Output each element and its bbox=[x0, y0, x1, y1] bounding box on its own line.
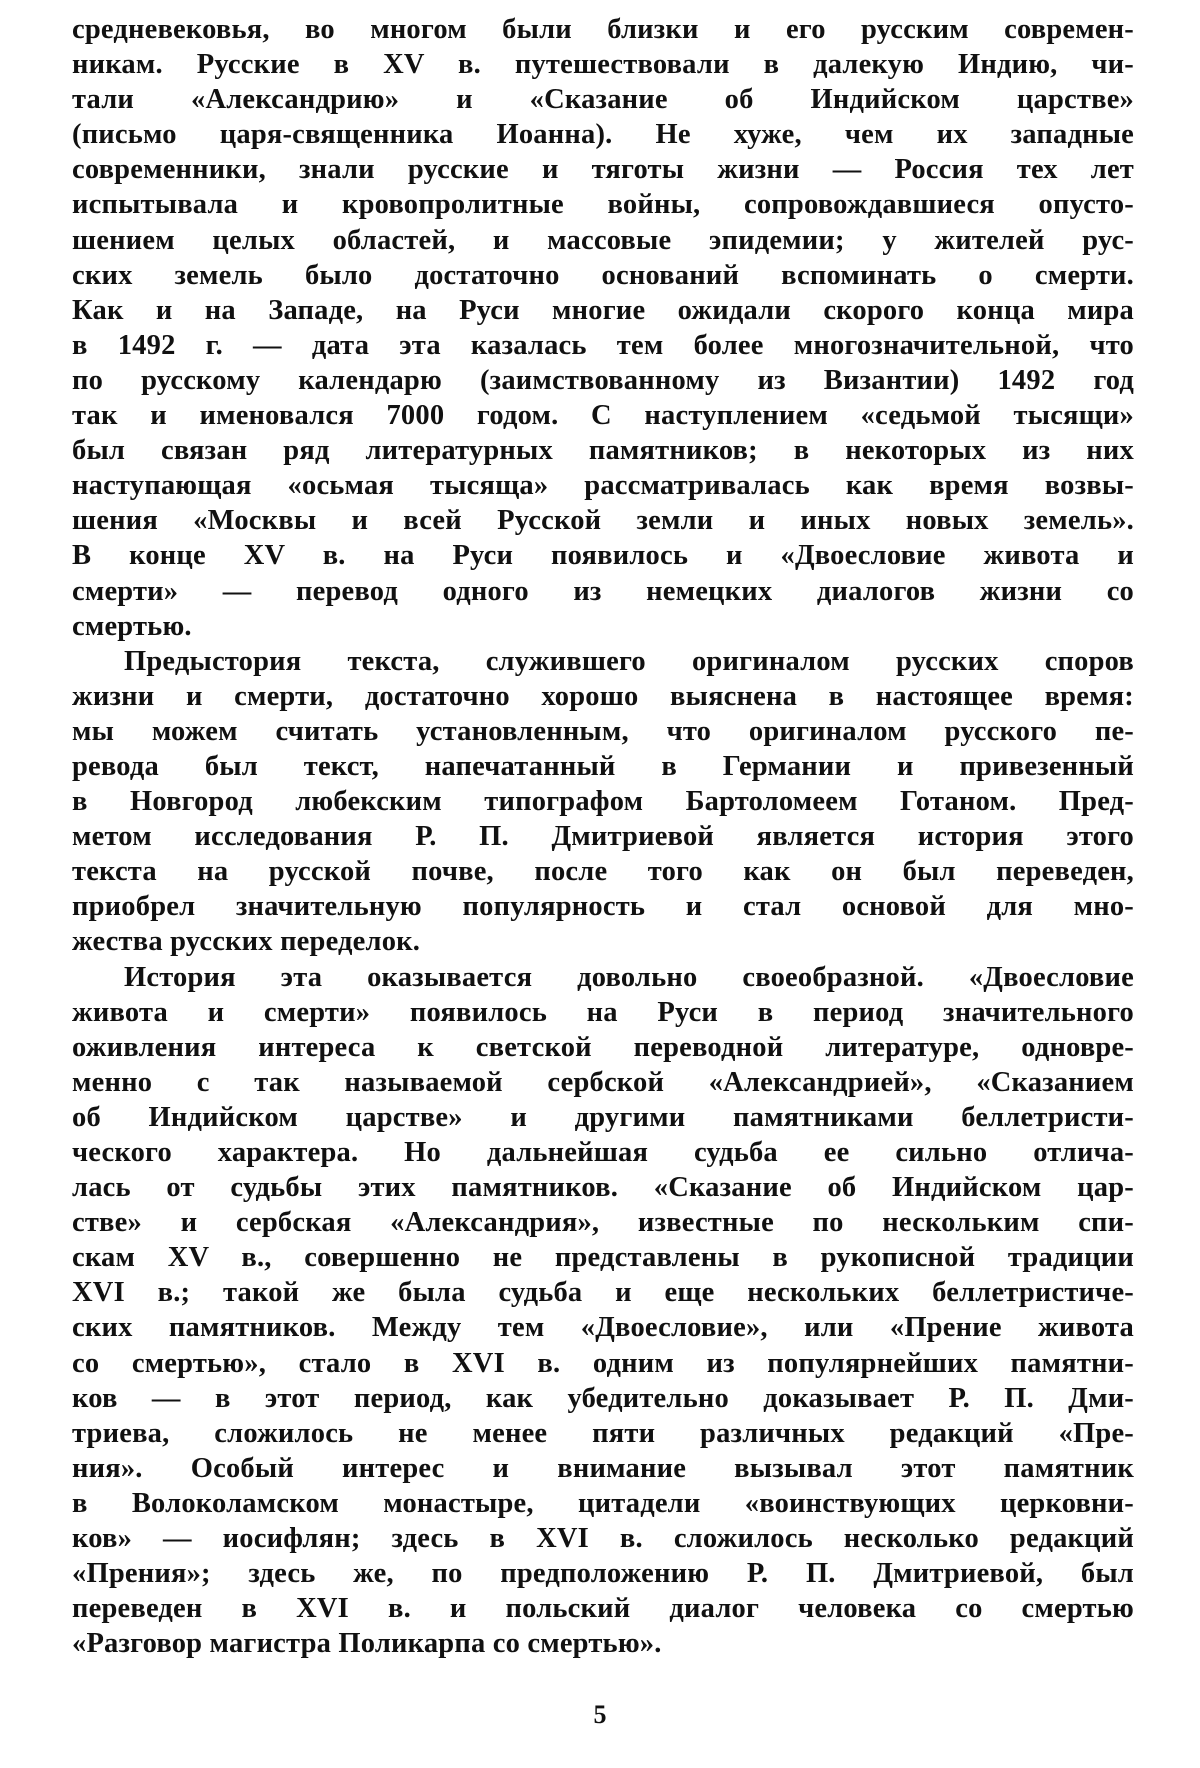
text-line: ревода был текст, напечатанный в Германии и привезенный bbox=[72, 750, 1134, 782]
text-line: наступающая «осьмая тысяща» рассматривалась как время возвы- bbox=[72, 470, 1134, 502]
paragraph-1 bbox=[72, 12, 1134, 644]
text-line: смерти» — перевод одного из немецких диалогов жизни со bbox=[72, 575, 1134, 607]
text-line: «Разговор магистра Поликарпа со смертью». bbox=[72, 1628, 662, 1660]
text-line: переведен в XVI в. и польский диалог человека со смертью bbox=[72, 1593, 1134, 1625]
page-body bbox=[72, 12, 1134, 1661]
text-line: жизни и смерти, достаточно хорошо выяснена в настоящее время: bbox=[72, 680, 1134, 712]
text-line: никам. Русские в XV в. путешествовали в далекую Индию, чи- bbox=[72, 49, 1134, 81]
text-line: жества русских переделок. bbox=[72, 926, 421, 958]
paragraph-3 bbox=[72, 960, 1134, 1662]
text-line: так и именовался 7000 годом. С наступлением «седьмой тысящи» bbox=[72, 400, 1134, 432]
text-line: ских памятников. Между тем «Двоесловие», или «Прение живота bbox=[72, 1312, 1134, 1344]
text-line: В конце XV в. на Руси появилось и «Двоесловие живота и bbox=[72, 540, 1134, 572]
paragraph-2 bbox=[72, 644, 1134, 960]
text-line: ков» — иосифлян; здесь в XVI в. сложилось несколько редакций bbox=[72, 1523, 1134, 1555]
text-line: XVI в.; такой же была судьба и еще нескольких беллетристиче- bbox=[72, 1277, 1134, 1309]
text-line: в 1492 г. — дата эта казалась тем более многозначительной, что bbox=[72, 329, 1134, 361]
text-line: триева, сложилось не менее пяти различных редакций «Пре- bbox=[72, 1417, 1134, 1449]
text-line: История эта оказывается довольно своеобразной. «Двоесловие bbox=[124, 961, 1134, 993]
text-line: ческого характера. Но дальнейшая судьба ее сильно отлича- bbox=[72, 1137, 1134, 1168]
text-line: ских земель было достаточно оснований вспоминать о смерти. bbox=[72, 259, 1134, 291]
text-line: испытывала и кровопролитные войны, сопровождавшиеся опусто- bbox=[72, 189, 1134, 221]
text-line: в Новгород любекским типографом Бартоломеем Готаном. Пред- bbox=[72, 786, 1134, 818]
page-number: 5 bbox=[593, 1700, 607, 1729]
text-line: «Прения»; здесь же, по предположению Р. П. Дмитриевой, был bbox=[72, 1558, 1134, 1590]
text-line: со смертью», стало в XVI в. одним из популярнейших памятни- bbox=[72, 1347, 1134, 1379]
text-line: шением целых областей, и массовые эпидемии; у жителей рус- bbox=[72, 224, 1134, 256]
text-line: оживления интереса к светской переводной литературе, одновре- bbox=[72, 1031, 1134, 1063]
text-line: ния». Особый интерес и внимание вызывал этот памятник bbox=[72, 1452, 1134, 1484]
text-line: текста на русской почве, после того как он был переведен, bbox=[72, 856, 1134, 888]
text-line: современники, знали русские и тяготы жизни — Россия тех лет bbox=[72, 154, 1134, 186]
text-line: скам XV в., совершенно не представлены в рукописной традиции bbox=[72, 1242, 1134, 1274]
text-line: средневековья, во многом были близки и его русским современ- bbox=[72, 14, 1134, 45]
text-line: ков — в этот период, как убедительно доказывает Р. П. Дми- bbox=[72, 1382, 1134, 1414]
text-line: был связан ряд литературных памятников; в некоторых из них bbox=[72, 435, 1134, 467]
text-line: (письмо царя-священника Иоанна). Не хуже, чем их западные bbox=[72, 119, 1134, 151]
text-line: Предыстория текста, служившего оригиналом русских споров bbox=[124, 645, 1134, 677]
text-line: метом исследования Р. П. Дмитриевой является история этого bbox=[72, 821, 1134, 853]
text-line: лась от судьбы этих памятников. «Сказание об Индийском цар- bbox=[72, 1172, 1134, 1204]
text-line: мы можем считать установленным, что оригиналом русского пе- bbox=[72, 715, 1134, 747]
text-line: стве» и сербская «Александрия», известные по нескольким спи- bbox=[72, 1207, 1134, 1239]
text-line: в Волоколамском монастыре, цитадели «воинствующих церковни- bbox=[72, 1487, 1134, 1519]
text-line: живота и смерти» появилось на Руси в период значительного bbox=[72, 996, 1134, 1028]
text-line: шения «Москвы и всей Русской земли и иных новых земель». bbox=[72, 505, 1134, 537]
text-line: тали «Александрию» и «Сказание об Индийском царстве» bbox=[72, 84, 1134, 116]
text-line: смертью. bbox=[72, 610, 192, 642]
text-line: приобрел значительную популярность и стал основой для мно- bbox=[72, 891, 1134, 923]
text-line: об Индийском царстве» и другими памятниками беллетристи- bbox=[72, 1101, 1134, 1133]
text-line: по русскому календарю (заимствованному из Византии) 1492 год bbox=[72, 364, 1134, 396]
text-line: менно с так называемой сербской «Александрией», «Сказанием bbox=[72, 1066, 1134, 1098]
text-line: Как и на Западе, на Руси многие ожидали скорого конца мира bbox=[72, 294, 1134, 326]
